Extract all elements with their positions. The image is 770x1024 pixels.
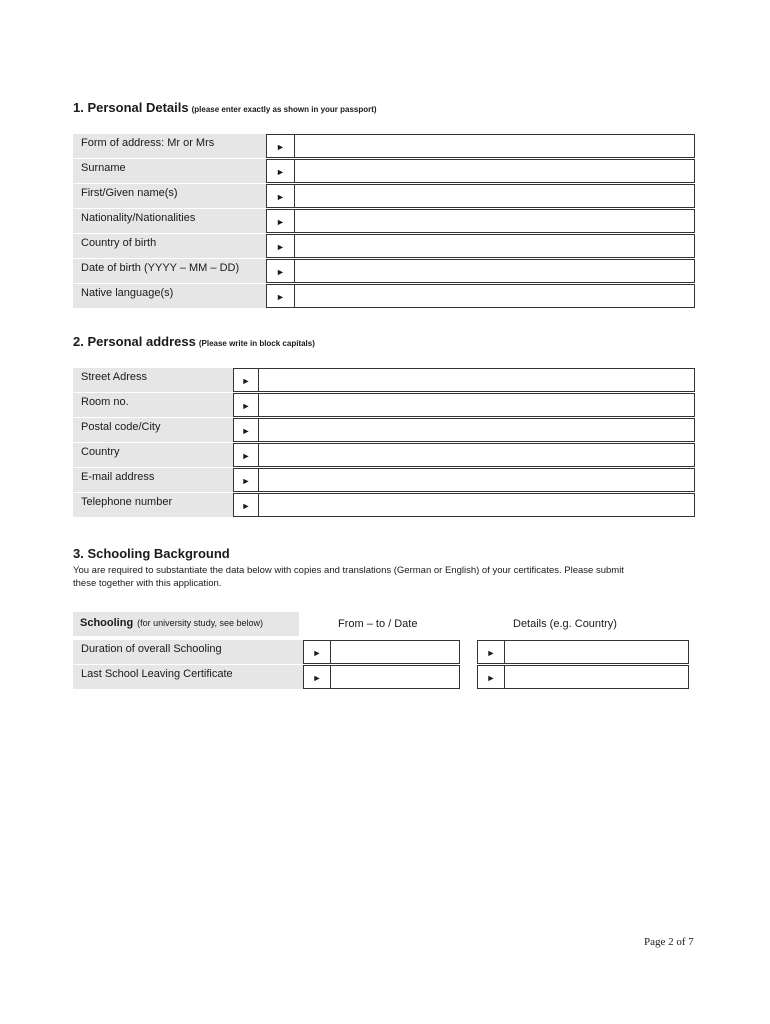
section2-note: (Please write in block capitals) [198, 339, 315, 348]
date-of-birth-field[interactable] [294, 259, 695, 283]
email-field[interactable] [258, 468, 695, 492]
date-of-birth-label: Date of birth (YYYY – MM – DD) [73, 259, 266, 283]
street-address-field[interactable] [258, 368, 695, 392]
arrow-icon: ► [233, 368, 259, 392]
section1-note: (please enter exactly as shown in your passport) [191, 105, 377, 114]
arrow-icon: ► [233, 393, 259, 417]
given-names-label: First/Given name(s) [73, 184, 266, 208]
native-language-field[interactable] [294, 284, 695, 308]
given-names-field[interactable] [294, 184, 695, 208]
section3-description [73, 564, 703, 590]
country-field[interactable] [258, 443, 695, 467]
arrow-icon: ► [233, 468, 259, 492]
arrow-icon: ► [266, 209, 295, 233]
arrow-icon: ► [477, 665, 505, 689]
arrow-icon: ► [303, 640, 331, 664]
room-no-field[interactable] [258, 393, 695, 417]
last-certificate-details-field[interactable] [504, 665, 689, 689]
section2-title: 2. Personal address [73, 334, 196, 349]
telephone-label: Telephone number [73, 493, 233, 517]
form-of-address-field[interactable] [294, 134, 695, 158]
section1-heading [73, 100, 377, 115]
page-number: Page 2 of 7 [644, 936, 694, 948]
room-no-label: Room no. [73, 393, 233, 417]
native-language-label: Native language(s) [73, 284, 266, 308]
arrow-icon: ► [266, 284, 295, 308]
email-label: E-mail address [73, 468, 233, 492]
arrow-icon: ► [266, 184, 295, 208]
country-of-birth-label: Country of birth [73, 234, 266, 258]
schooling-label: Schooling [80, 617, 134, 629]
arrow-icon: ► [233, 493, 259, 517]
arrow-icon: ► [266, 159, 295, 183]
section1-title: 1. Personal Details [73, 100, 189, 115]
from-to-date-column-header: From – to / Date [338, 618, 418, 630]
arrow-icon: ► [303, 665, 331, 689]
schooling-note: (for university study, see below) [137, 618, 264, 628]
postal-code-city-label: Postal code/City [73, 418, 233, 442]
surname-label: Surname [73, 159, 266, 183]
personal-address-table [73, 368, 695, 517]
arrow-icon: ► [477, 640, 505, 664]
details-column-header: Details (e.g. Country) [513, 618, 617, 630]
duration-schooling-details-field[interactable] [504, 640, 689, 664]
duration-schooling-label: Duration of overall Schooling [73, 640, 303, 664]
nationality-label: Nationality/Nationalities [73, 209, 266, 233]
last-certificate-date-field[interactable] [330, 665, 460, 689]
country-label: Country [73, 443, 233, 467]
telephone-field[interactable] [258, 493, 695, 517]
arrow-icon: ► [266, 259, 295, 283]
nationality-field[interactable] [294, 209, 695, 233]
duration-schooling-date-field[interactable] [330, 640, 460, 664]
section3-description-line2: these together with this application. [73, 578, 222, 589]
form-of-address-label: Form of address: Mr or Mrs [73, 134, 266, 158]
section3-description-line1: You are required to substantiate the data below with copies and translations (German or English) of your certificates. Please submit [73, 565, 624, 576]
schooling-table [73, 640, 689, 691]
arrow-icon: ► [266, 234, 295, 258]
schooling-header [73, 612, 299, 636]
arrow-icon: ► [233, 443, 259, 467]
arrow-icon: ► [266, 134, 295, 158]
surname-field[interactable] [294, 159, 695, 183]
arrow-icon: ► [233, 418, 259, 442]
postal-code-city-field[interactable] [258, 418, 695, 442]
country-of-birth-field[interactable] [294, 234, 695, 258]
section2-heading [73, 334, 315, 349]
last-certificate-label: Last School Leaving Certificate [73, 665, 303, 689]
personal-details-table [73, 134, 695, 308]
section3-title: 3. Schooling Background [73, 546, 230, 561]
street-address-label: Street Adress [73, 368, 233, 392]
